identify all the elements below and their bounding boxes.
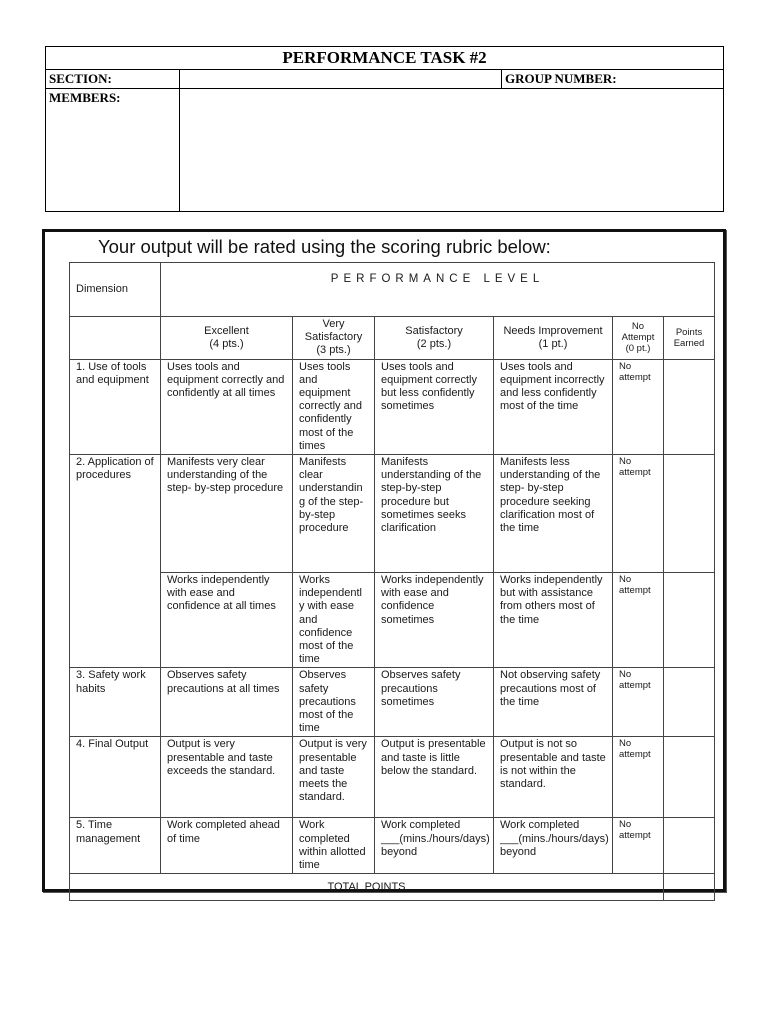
dimension-cell: 3. Safety work habits: [70, 668, 161, 737]
no-attempt-cell: No attempt: [613, 455, 664, 573]
level-satisfactory: Satisfactory (2 pts.): [375, 317, 494, 360]
level-header-row: [70, 317, 715, 360]
very-satisfactory-cell: Observes safety precautions most of the time: [293, 668, 375, 737]
satisfactory-cell: Works independently with ease and confidence sometimes: [375, 573, 494, 668]
excellent-cell: Manifests very clear understanding of the step- by-step procedure: [161, 455, 293, 573]
no-attempt-cell: No attempt: [613, 818, 664, 874]
satisfactory-cell: Observes safety precautions sometimes: [375, 668, 494, 737]
excellent-cell: Works independently with ease and confidence at all times: [161, 573, 293, 668]
rubric-row-procedures-b: [70, 573, 715, 668]
total-points-value[interactable]: [664, 874, 715, 901]
section-label: SECTION:: [46, 70, 180, 88]
no-attempt-cell: No attempt: [613, 359, 664, 454]
points-earned-cell[interactable]: [664, 668, 715, 737]
very-satisfactory-cell: Manifests clear understandin g of the step- by-step procedure: [293, 455, 375, 573]
very-satisfactory-cell: Works independentl y with ease and confidence most of the time: [293, 573, 375, 668]
points-earned-cell[interactable]: [664, 818, 715, 874]
very-satisfactory-cell: Output is very presentable and taste meets the standard.: [293, 737, 375, 818]
section-field[interactable]: [180, 70, 502, 88]
header-form: [45, 46, 724, 212]
dimension-cell: 1. Use of tools and equipment: [70, 359, 161, 454]
level-no-attempt: No Attempt (0 pt.): [613, 317, 664, 360]
rubric-row-tools: [70, 359, 715, 454]
excellent-cell: Observes safety precautions at all times: [161, 668, 293, 737]
excellent-cell: Work completed ahead of time: [161, 818, 293, 874]
needs-improvement-cell: Uses tools and equipment incorrectly and less confidently most of the time: [494, 359, 613, 454]
needs-improvement-cell: Works independently but with assistance from others most of the time: [494, 573, 613, 668]
very-satisfactory-cell: Uses tools and equipment correctly and confidently most of the times: [293, 359, 375, 454]
satisfactory-cell: Manifests understanding of the step-by-step procedure but sometimes seeks clarification: [375, 455, 494, 573]
needs-improvement-cell: Work completed ___(mins./hours/days) beyond: [494, 818, 613, 874]
needs-improvement-cell: Output is not so presentable and taste is not within the standard.: [494, 737, 613, 818]
points-earned-cell[interactable]: [664, 455, 715, 573]
points-earned-header: Points Earned: [664, 317, 715, 360]
needs-improvement-cell: Manifests less understanding of the step- by-step procedure seeking clarification most of the time: [494, 455, 613, 573]
group-number-field[interactable]: [502, 70, 724, 88]
dimension-cell: 4. Final Output: [70, 737, 161, 818]
excellent-cell: Uses tools and equipment correctly and confidently at all times: [161, 359, 293, 454]
rubric-title: Your output will be rated using the scoring rubric below:: [98, 236, 551, 257]
level-very-satisfactory: Very Satisfactory (3 pts.): [293, 317, 375, 360]
points-earned-cell[interactable]: [664, 359, 715, 454]
dimension-header: Dimension: [70, 263, 161, 317]
satisfactory-cell: Output is presentable and taste is little below the standard.: [375, 737, 494, 818]
dimension-cell: 2. Application of procedures: [70, 455, 161, 668]
excellent-cell: Output is very presentable and taste exceeds the standard.: [161, 737, 293, 818]
no-attempt-cell: No attempt: [613, 573, 664, 668]
members-field[interactable]: [180, 88, 724, 211]
no-attempt-cell: No attempt: [613, 737, 664, 818]
needs-improvement-cell: Not observing safety precautions most of the time: [494, 668, 613, 737]
satisfactory-cell: Uses tools and equipment correctly but less confidently sometimes: [375, 359, 494, 454]
total-points-row: [70, 874, 715, 901]
rubric-image-frame: [42, 229, 726, 892]
no-attempt-cell: No attempt: [613, 668, 664, 737]
members-label: MEMBERS:: [46, 88, 180, 211]
dimension-cell: 5. Time management: [70, 818, 161, 874]
satisfactory-cell: Work completed ___(mins./hours/days) beyond: [375, 818, 494, 874]
rubric-row-final-output: [70, 737, 715, 818]
rubric-row-safety: [70, 668, 715, 737]
performance-level-header: PERFORMANCE LEVEL: [161, 263, 715, 317]
level-needs-improvement: Needs Improvement (1 pt.): [494, 317, 613, 360]
page-title: PERFORMANCE TASK #2: [46, 47, 724, 70]
level-excellent: Excellent (4 pts.): [161, 317, 293, 360]
points-earned-cell[interactable]: [664, 737, 715, 818]
level-header-blank: [70, 317, 161, 360]
rubric-row-procedures-a: [70, 455, 715, 573]
total-points-label: TOTAL POINTS: [70, 874, 664, 901]
points-earned-cell[interactable]: [664, 573, 715, 668]
group-number-label: GROUP NUMBER:: [505, 71, 617, 87]
very-satisfactory-cell: Work completed within allotted time: [293, 818, 375, 874]
rubric-table: [69, 262, 715, 901]
rubric-row-time-management: [70, 818, 715, 874]
